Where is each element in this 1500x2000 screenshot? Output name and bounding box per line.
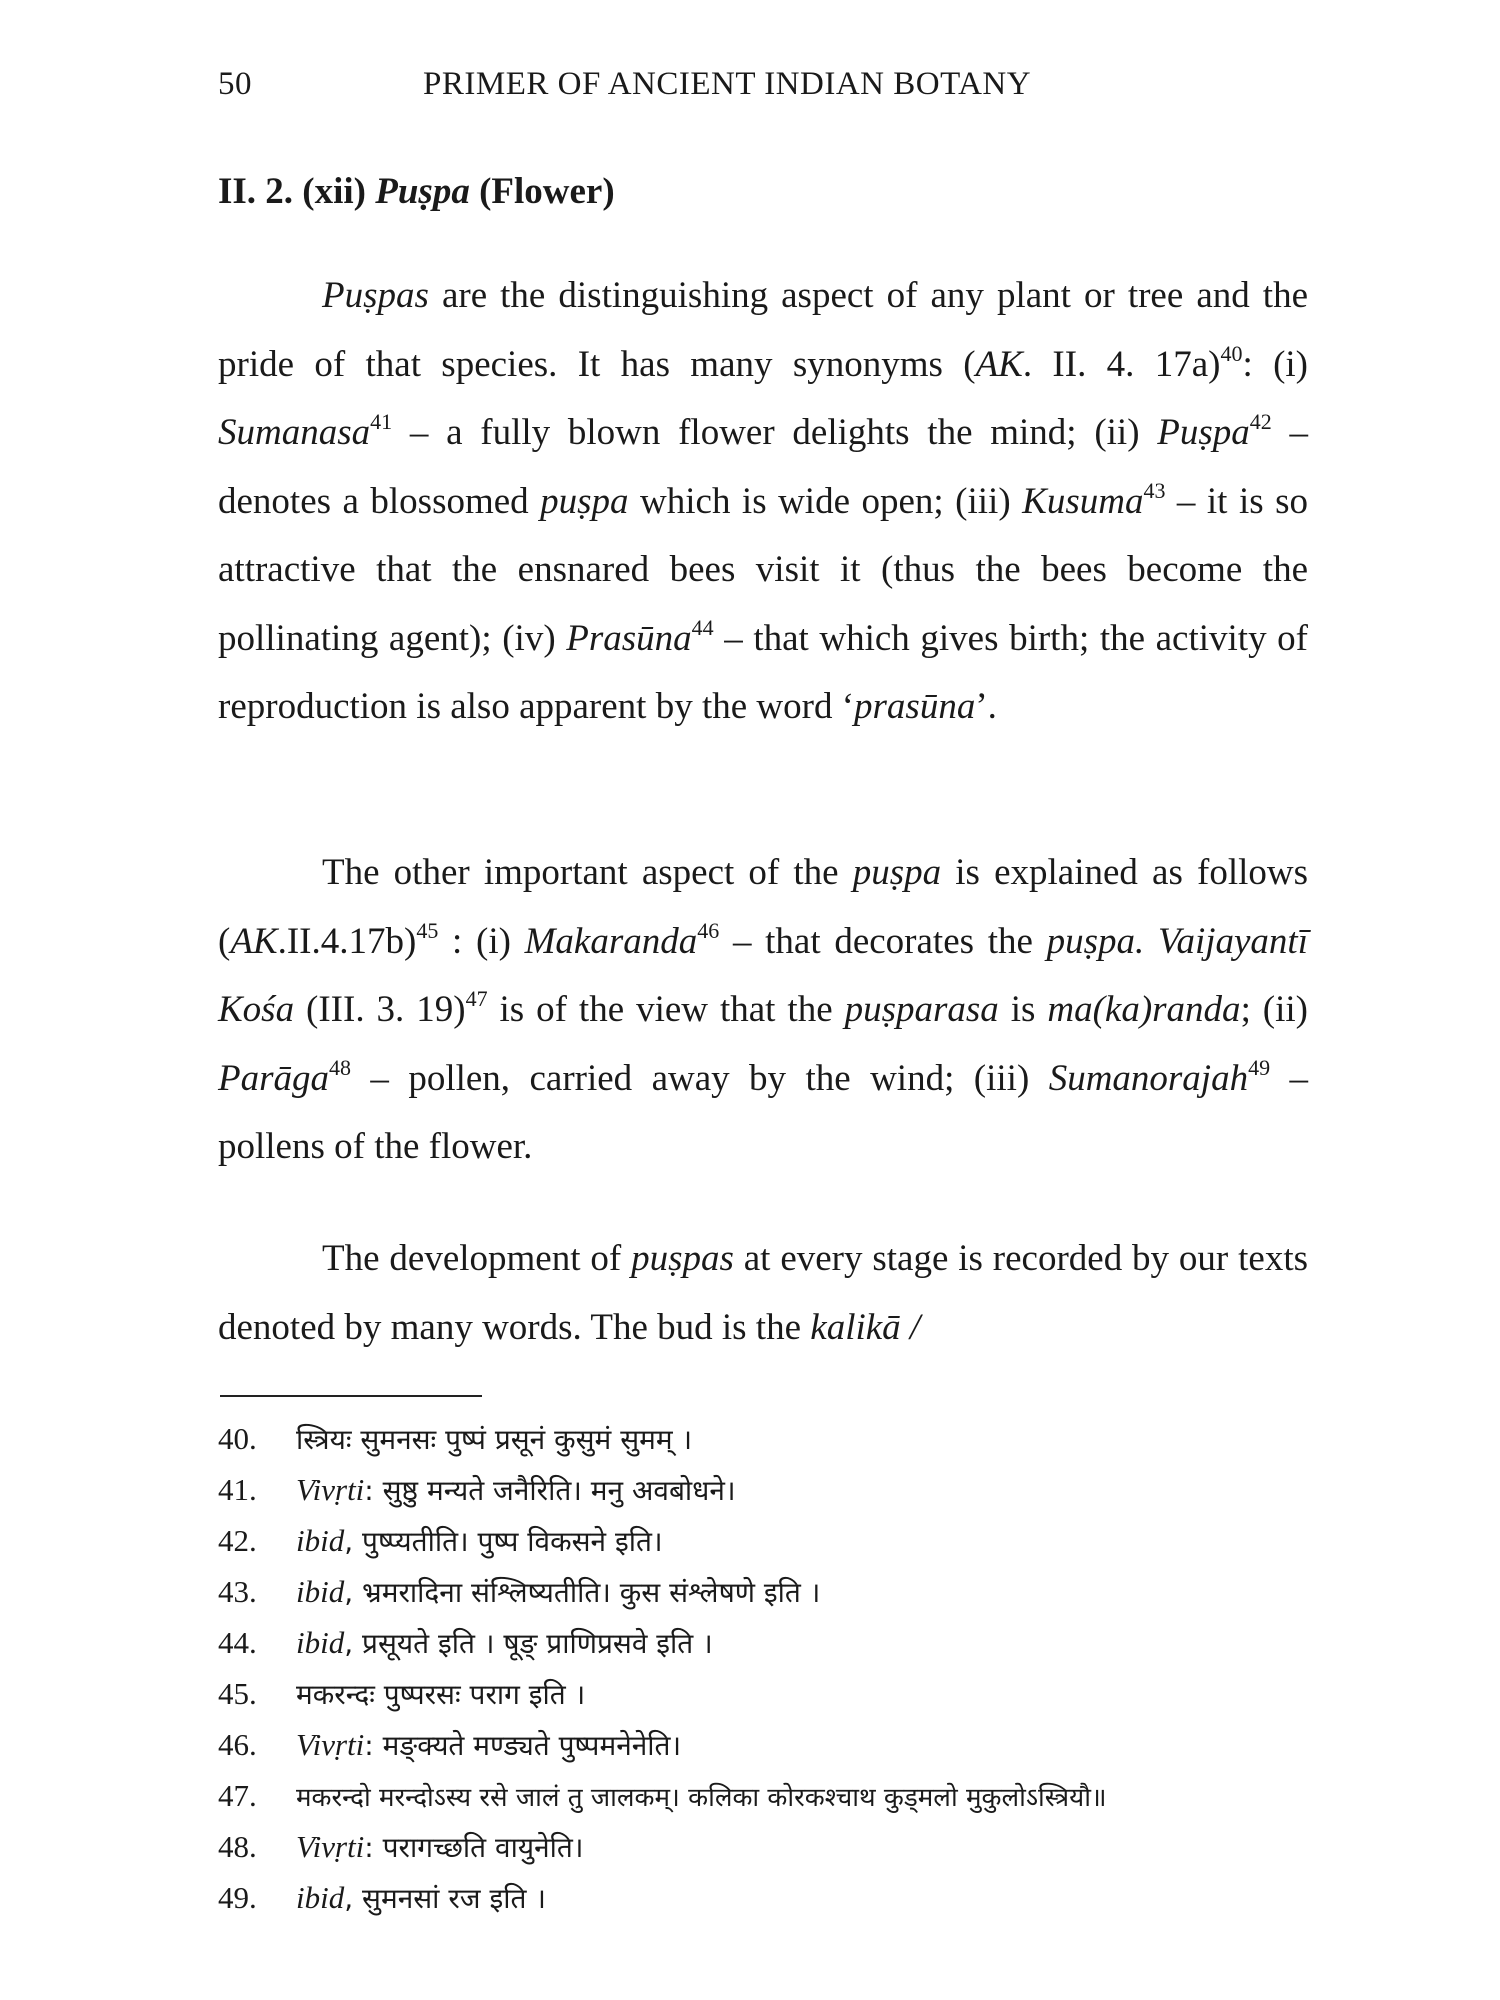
section-gloss: (Flower) bbox=[469, 171, 615, 212]
text: .II.4.17b) bbox=[277, 920, 417, 962]
term: puṣparasa bbox=[844, 989, 999, 1030]
footnote-number: 46. bbox=[218, 1727, 257, 1762]
footnote-ref-45[interactable]: 45 bbox=[416, 917, 439, 943]
text: ; (ii) bbox=[1240, 989, 1309, 1030]
text: – it is so attractive that the ensnared bees visit it (thus the bees become the pollinating agent); (iv) bbox=[218, 480, 1308, 659]
term: Makaranda bbox=[524, 920, 698, 962]
footnote-47 bbox=[218, 1770, 1308, 1821]
footnote-text: : परागच्छति वायुनेति। bbox=[364, 1831, 584, 1864]
text: The other important aspect of the bbox=[322, 852, 853, 893]
footnote-ref-46[interactable]: 46 bbox=[697, 917, 720, 943]
term: Sumanorajah bbox=[1048, 1057, 1249, 1099]
text: – that which gives birth; the activity of reproduction is also apparent by the word ‘ bbox=[218, 617, 1308, 727]
text: – that decorates the bbox=[719, 920, 1047, 962]
footnote-41 bbox=[218, 1464, 1308, 1515]
footnote-source: ibid bbox=[296, 1574, 345, 1609]
section-heading bbox=[218, 170, 615, 213]
text: ’. bbox=[975, 686, 997, 727]
footnote-number: 45. bbox=[218, 1676, 257, 1711]
footnote-divider bbox=[220, 1395, 482, 1397]
footnote-ref-44[interactable]: 44 bbox=[691, 614, 714, 640]
footnote-text: मकरन्दः पुष्परसः पराग इति । bbox=[296, 1678, 586, 1711]
paragraph-synonyms bbox=[218, 262, 1308, 742]
abbr: AK bbox=[975, 343, 1023, 385]
text: is of the view that the bbox=[487, 989, 845, 1030]
text: – a fully blown flower delights the mind; (ii) bbox=[392, 412, 1158, 453]
term: puṣpa bbox=[540, 480, 629, 522]
footnote-44 bbox=[218, 1617, 1308, 1668]
text: – denotes a blossomed bbox=[218, 412, 1309, 522]
text: : (i) bbox=[438, 920, 525, 962]
abbr: AK bbox=[230, 920, 278, 962]
footnote-number: 48. bbox=[218, 1829, 257, 1864]
text: – pollen, carried away by the wind; (iii) bbox=[351, 1057, 1049, 1099]
text: (III. 3. 19) bbox=[294, 989, 466, 1030]
footnote-source: ibid bbox=[296, 1625, 345, 1660]
footnote-number: 43. bbox=[218, 1574, 257, 1609]
text: is bbox=[998, 989, 1048, 1030]
footnote-ref-49[interactable]: 49 bbox=[1248, 1054, 1271, 1080]
term: Sumanasa bbox=[218, 412, 371, 453]
footnote-ref-47[interactable]: 47 bbox=[465, 986, 488, 1011]
footnote-49 bbox=[218, 1872, 1308, 1923]
footnote-source: Vivṛti bbox=[296, 1472, 365, 1507]
text: : (i) bbox=[1242, 343, 1308, 385]
text: – pollens of the flower. bbox=[218, 1057, 1309, 1167]
footnote-text: स्त्रियः सुमनसः पुष्पं प्रसूनं कुसुमं सुमम् । bbox=[296, 1423, 693, 1456]
footnote-number: 49. bbox=[218, 1880, 257, 1915]
footnote-text: : मङ्क्यते मण्ड्यते पुष्पमनेनेति। bbox=[364, 1729, 682, 1762]
footnote-ref-41[interactable]: 41 bbox=[370, 409, 393, 434]
term: Parāga bbox=[218, 1057, 329, 1099]
text: The development of bbox=[322, 1238, 632, 1279]
footnote-number: 47. bbox=[218, 1778, 257, 1813]
section-label: II. 2. (xii) bbox=[218, 171, 376, 212]
footnote-ref-42[interactable]: 42 bbox=[1249, 409, 1272, 434]
term: Puṣpas bbox=[322, 275, 429, 316]
footnote-text: , सुमनसां रज इति । bbox=[344, 1882, 546, 1915]
term: puṣpas bbox=[631, 1238, 734, 1279]
text: at every stage is recorded by our texts denoted by many words. The bud is the bbox=[218, 1238, 1309, 1348]
running-title: PRIMER OF ANCIENT INDIAN BOTANY bbox=[423, 66, 1032, 102]
term: prasūna bbox=[854, 686, 976, 727]
text: which is wide open; (iii) bbox=[628, 480, 1023, 522]
footnote-source: ibid bbox=[296, 1880, 345, 1915]
footnote-number: 40. bbox=[218, 1421, 257, 1456]
footnote-40 bbox=[218, 1413, 1308, 1464]
footnote-text: : सुष्ठु मन्यते जनैरिति। मनु अवबोधने। bbox=[364, 1474, 736, 1507]
text: is explained as follows ( bbox=[218, 852, 1309, 962]
text: . II. 4. 17a) bbox=[1022, 343, 1221, 385]
footnote-43 bbox=[218, 1566, 1308, 1617]
term: Kusuma bbox=[1022, 480, 1144, 522]
footnote-45 bbox=[218, 1668, 1308, 1719]
footnote-ref-48[interactable]: 48 bbox=[329, 1054, 351, 1080]
term: puṣpa. Vaijayantī Kośa bbox=[218, 920, 1308, 1030]
footnote-text: , भ्रमरादिना संश्लिष्यतीति। कुस संश्लेषणे इति । bbox=[344, 1576, 821, 1609]
footnote-source: Vivṛti bbox=[296, 1829, 365, 1864]
footnote-ref-43[interactable]: 43 bbox=[1143, 477, 1166, 503]
footnotes bbox=[218, 1413, 1308, 1923]
term: Prasūna bbox=[566, 617, 692, 659]
term: puṣpa bbox=[852, 852, 942, 893]
footnote-source: ibid bbox=[296, 1523, 345, 1558]
footnote-text: मकरन्दो मरन्दोऽस्य रसे जालं तु जालकम्। कलिका कोरकश्चाथ कुड्मलो मुकुलोऽस्त्रियौ॥ bbox=[296, 1783, 1107, 1813]
text: are the distinguishing aspect of any plant or tree and the pride of that species. It has many synonyms ( bbox=[218, 275, 1308, 385]
footnote-42 bbox=[218, 1515, 1308, 1566]
footnote-48 bbox=[218, 1821, 1308, 1872]
section-term: Puṣpa bbox=[375, 171, 470, 212]
term: ma(ka)randa bbox=[1047, 989, 1241, 1030]
footnote-ref-40[interactable]: 40 bbox=[1220, 340, 1243, 366]
page-number: 50 bbox=[218, 66, 252, 102]
footnote-number: 41. bbox=[218, 1472, 257, 1507]
term: Puṣpa bbox=[1157, 412, 1250, 453]
paragraph-aspects bbox=[218, 839, 1308, 1182]
paragraph-development bbox=[218, 1225, 1308, 1362]
footnote-source: Vivṛti bbox=[296, 1727, 365, 1762]
footnote-46 bbox=[218, 1719, 1308, 1770]
footnote-text: , प्रसूयते इति । षूङ् प्राणिप्रसवे इति । bbox=[344, 1627, 713, 1660]
term: kalikā / bbox=[810, 1306, 921, 1348]
footnote-text: , पुष्प्यतीति। पुष्प विकसने इति। bbox=[344, 1525, 663, 1558]
footnote-number: 44. bbox=[218, 1625, 257, 1660]
footnote-number: 42. bbox=[218, 1523, 257, 1558]
